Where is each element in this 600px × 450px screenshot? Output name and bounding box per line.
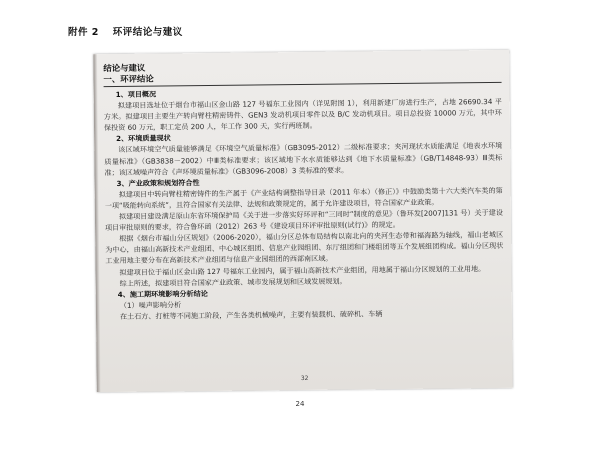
subheading-noise: （1）噪声影响分析 <box>119 300 182 310</box>
paragraph-policy-3: 根据《烟台市福山分区规划》（2006-2020），福山分区总体布局结构以南北向的夹河生态带和福海路为轴线，福山老城区为中心，由福山高新技术产业组团、中心城区组团、信息产业园组团、东厅组团和门楼组团等五个发展组团构成。福山分区现状工业用地主要分布在高新技术产业组团与信息产业园组团的西部南区域。 <box>105 230 504 266</box>
inner-page-number: 32 <box>300 374 309 383</box>
document-title: 结论与建议 <box>103 62 146 74</box>
annex-label: 附件 2 <box>68 27 99 38</box>
paragraph-project-overview: 拟建项目选址位于烟台市福山区金山路 127 号福东工业园内（详见附图 1），利用新建厂房进行生产，占地 26690.34 平方米。拟建项目主要生产转向臂柱精密铸件、GEN3 发动机项目零件以及 B/C 发动机项目。项目总投资 10000 万元，其中环保投资 60 万元，职工定员 200 人，年工作 300 天，实行两班制。 <box>103 97 502 133</box>
annex-title: 环评结论与建议 <box>112 27 183 38</box>
heading-project-overview: 1、项目概况 <box>115 89 157 99</box>
heading-policy-compliance: 3、产业政策和规划符合性 <box>116 177 200 188</box>
heading-construction-impact: 4、施工期环境影响分析结论 <box>117 288 208 299</box>
paragraph-policy-5: 综上所述，拟建项目符合国家产业政策、城市发展规划和区域发展规划。 <box>119 276 347 288</box>
heading-environment-status: 2、环境质量现状 <box>116 133 171 144</box>
scanned-page-image <box>93 50 513 392</box>
paragraph-policy-4: 拟建项目位于福山区金山路 127 号福东工业园内，属于福山高新技术产业组团，用地属于福山分区规划的工业用地。 <box>119 263 486 277</box>
paragraph-policy-1: 拟建项目中转向臂柱精密铸件的生产属于《产业结构调整指导目录（2011 年本）（修正）》中鼓励类第十六大类汽车类的第一项“吸能转向系统”，且符合国家有关法律、法规和政策规定的，属于允许建设项目，符合国家产业政策。 <box>104 185 503 211</box>
paragraph-environment-status: 该区域环境空气质量能够满足《环境空气质量标准》（GB3095-2012）二级标准要求；夹河现状水质能满足《地表水环境质量标准》（GB3838－2002）中Ⅲ类标准要求；该区域地下水水质能够达到《地下水质量标准》（GB/T14848-93）Ⅲ类标准；该区域噪声符合《声环境质量标准》（GB3096-2008）3 类标准的要求。 <box>104 141 503 177</box>
section-heading-conclusions: 一、环评结论 <box>103 70 501 87</box>
scanned-page <box>95 52 511 390</box>
paragraph-noise: 在土石方、打桩等不同施工阶段，产生各类机械噪声，主要有装载机、破碎机、车辆 <box>119 309 383 321</box>
annex-heading <box>68 24 183 38</box>
outer-page-number: 24 <box>295 400 305 408</box>
document-body <box>103 58 504 322</box>
paragraph-policy-2: 拟建项目建设满足原山东省环境保护局《关于进一步落实好环评和“三同时”制度的意见》（鲁环发[2007]131 号）关于建设项目审批原则的要求，符合鲁环函（2012）263 号《建设项目环评审批原则(试行)》的规定。 <box>105 207 503 233</box>
